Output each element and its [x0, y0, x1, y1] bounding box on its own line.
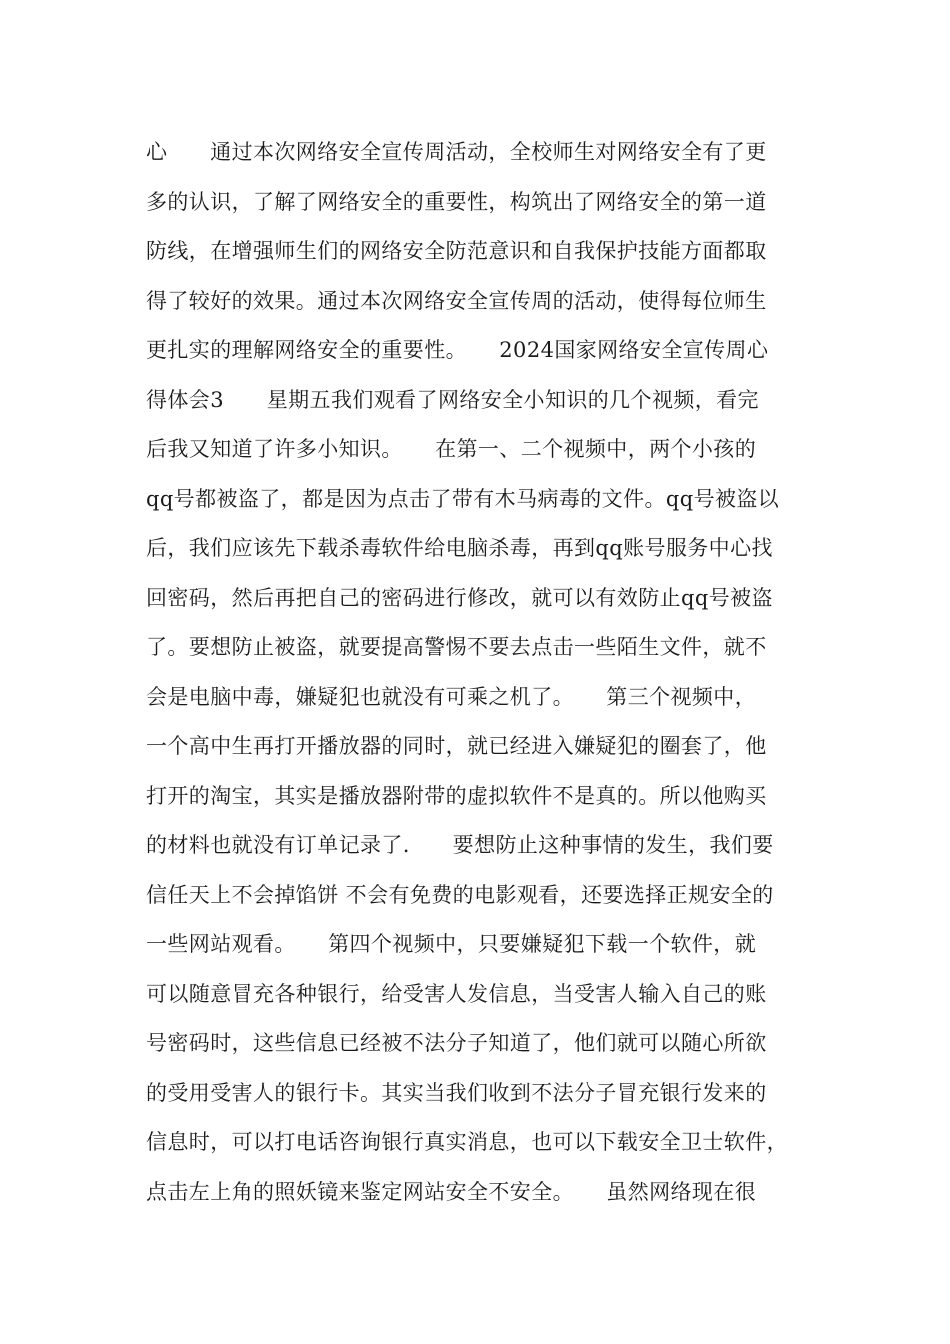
text-line: 回密码，然后再把自己的密码进行修改，就可以有效防止qq号被盗: [146, 585, 773, 610]
text-line: 可以随意冒充各种银行，给受害人发信息，当受害人输入自己的账: [146, 981, 767, 1006]
text-line: 得了较好的效果。通过本次网络安全宣传周的活动，使得每位师生: [146, 288, 767, 313]
text-line: 一个高中生再打开播放器的同时，就已经进入嫌疑犯的圈套了，他: [146, 734, 767, 758]
text-line: 一些网站观看。 第四个视频中，只要嫌疑犯下载一个软件，就: [146, 932, 757, 956]
text-line: qq号都被盗了，都是因为点击了带有木马病毒的文件。qq号被盗以: [146, 486, 780, 511]
text-line: 打开的淘宝，其实是播放器附带的虚拟软件不是真的。所以他购买: [146, 783, 767, 808]
text-line: 后我又知道了许多小知识。 在第一、二个视频中，两个小孩的: [146, 437, 757, 461]
text-line: 会是电脑中毒，嫌疑犯也就没有可乘之机了。 第三个视频中，: [146, 684, 757, 709]
text-line: 多的认识，了解了网络安全的重要性，构筑出了网络安全的第一道: [146, 189, 767, 214]
text-line: 信任天上不会掉馅饼 不会有免费的电影观看，还要选择正规安全的: [146, 882, 774, 907]
body-text: [146, 131, 826, 1220]
text-line: 防线，在增强师生们的网络安全防范意识和自我保护技能方面都取: [146, 239, 767, 263]
text-line: 的受用受害人的银行卡。其实当我们收到不法分子冒充银行发来的: [146, 1080, 767, 1105]
text-line: 心 通过本次网络安全宣传周活动，全校师生对网络安全有了更: [146, 140, 767, 164]
text-line: 得体会3 星期五我们观看了网络安全小知识的几个视频，看完: [146, 387, 759, 412]
text-line: 点击左上角的照妖镜来鉴定网站安全不安全。 虽然网络现在很: [146, 1179, 757, 1204]
text-line: 的材料也就没有订单记录了. 要想防止这种事情的发生，我们要: [146, 833, 774, 857]
text-line: 信息时，可以打电话咨询银行真实消息，也可以下载安全卫士软件，: [146, 1130, 788, 1154]
text-line: 了。要想防止被盗，就要提高警惕不要去点击一些陌生文件，就不: [146, 635, 767, 659]
text-line: 号密码时，这些信息已经被不法分子知道了，他们就可以随心所欲: [146, 1031, 767, 1055]
text-line: 更扎实的理解网络安全的重要性。 2024国家网络安全宣传周心: [146, 338, 769, 362]
text-line: 后，我们应该先下载杀毒软件给电脑杀毒，再到qq账号服务中心找: [146, 536, 773, 560]
